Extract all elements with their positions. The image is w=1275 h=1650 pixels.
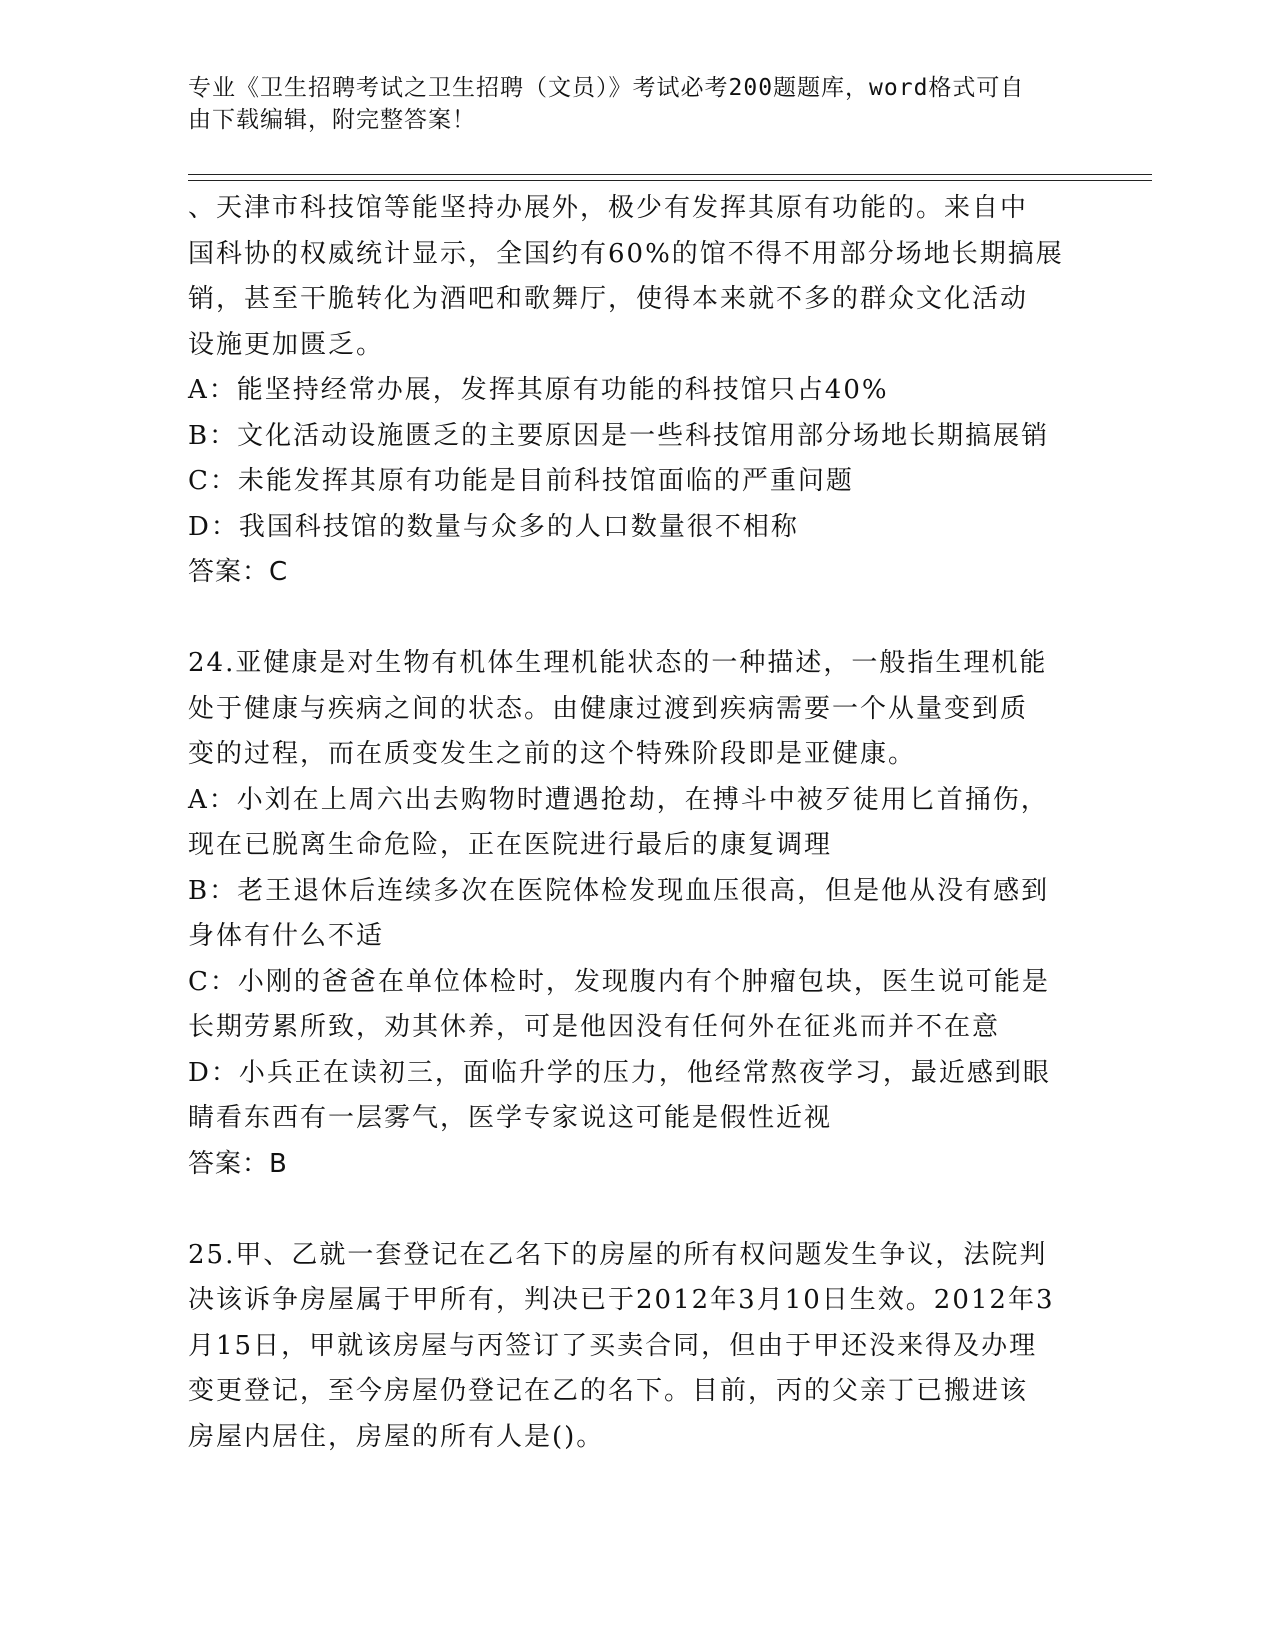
question-text-line: 销，甚至干脆转化为酒吧和歌舞厅，使得本来就不多的群众文化活动 xyxy=(188,284,1029,314)
question-text-line: 24.亚健康是对生物有机体生理机能状态的一种描述，一般指生理机能 xyxy=(188,648,1048,678)
option-c-continued: 长期劳累所致，劝其休养，可是他因没有任何外在征兆而并不在意 xyxy=(188,1012,1001,1042)
option-d-continued: 睛看东西有一层雾气，医学专家说这可能是假性近视 xyxy=(188,1103,833,1133)
question-spacer xyxy=(188,596,1068,642)
option-b: B：文化活动设施匮乏的主要原因是一些科技馆用部分场地长期搞展销 xyxy=(188,420,1050,451)
answer-label: 答案：C xyxy=(188,557,289,587)
option-a: A：小刘在上周六出去购物时遭遇抢劫，在搏斗中被歹徒用匕首捅伤， xyxy=(188,784,1049,815)
question-24 xyxy=(188,641,1068,1187)
document-header xyxy=(188,72,1088,136)
question-spacer xyxy=(188,1187,1068,1233)
answer-label: 答案：B xyxy=(188,1148,288,1179)
question-text-line: 房屋内居住，房屋的所有人是()。 xyxy=(188,1421,605,1452)
header-title-line-1: 专业《卫生招聘考试之卫生招聘（文员）》考试必考200题题库，word格式可自 xyxy=(188,75,1025,101)
option-d: D：我国科技馆的数量与众多的人口数量很不相称 xyxy=(188,511,799,542)
question-text-line: 变的过程，而在质变发生之前的这个特殊阶段即是亚健康。 xyxy=(188,739,917,769)
question-23-continuation xyxy=(188,186,1068,596)
option-a-continued: 现在已脱离生命危险，正在医院进行最后的康复调理 xyxy=(188,830,833,860)
document-body xyxy=(188,186,1068,1460)
header-divider xyxy=(188,174,1152,181)
question-text-line: 国科协的权威统计显示，全国约有60%的馆不得不用部分场地长期搞展 xyxy=(188,238,1064,269)
question-text-line: 月15日，甲就该房屋与丙签订了买卖合同，但由于甲还没来得及办理 xyxy=(188,1330,1038,1361)
question-text-line: 处于健康与疾病之间的状态。由健康过渡到疾病需要一个从量变到质 xyxy=(188,693,1029,724)
question-text-line: 25.甲、乙就一套登记在乙名下的房屋的所有权问题发生争议，法院判 xyxy=(188,1239,1048,1270)
option-c: C：未能发挥其原有功能是目前科技馆面临的严重问题 xyxy=(188,466,854,496)
question-text-line: 、天津市科技馆等能坚持办展外，极少有发挥其原有功能的。来自中 xyxy=(188,193,1029,223)
option-b-continued: 身体有什么不适 xyxy=(188,921,385,951)
option-c: C：小刚的爸爸在单位体检时，发现腹内有个肿瘤包块，医生说可能是 xyxy=(188,966,1050,997)
option-d: D：小兵正在读初三，面临升学的压力，他经常熬夜学习，最近感到眼 xyxy=(188,1057,1051,1088)
question-text-line: 决该诉争房屋属于甲所有，判决已于2012年3月10日生效。2012年3 xyxy=(188,1285,1055,1315)
question-25 xyxy=(188,1233,1068,1461)
option-b: B：老王退休后连续多次在医院体检发现血压很高，但是他从没有感到 xyxy=(188,875,1050,906)
question-text-line: 变更登记，至今房屋仍登记在乙的名下。目前，丙的父亲丁已搬进该 xyxy=(188,1376,1029,1406)
question-text-line: 设施更加匮乏。 xyxy=(188,329,385,360)
header-title-line-2: 由下载编辑，附完整答案！ xyxy=(188,107,476,133)
option-a: A：能坚持经常办展，发挥其原有功能的科技馆只占40% xyxy=(188,375,889,405)
